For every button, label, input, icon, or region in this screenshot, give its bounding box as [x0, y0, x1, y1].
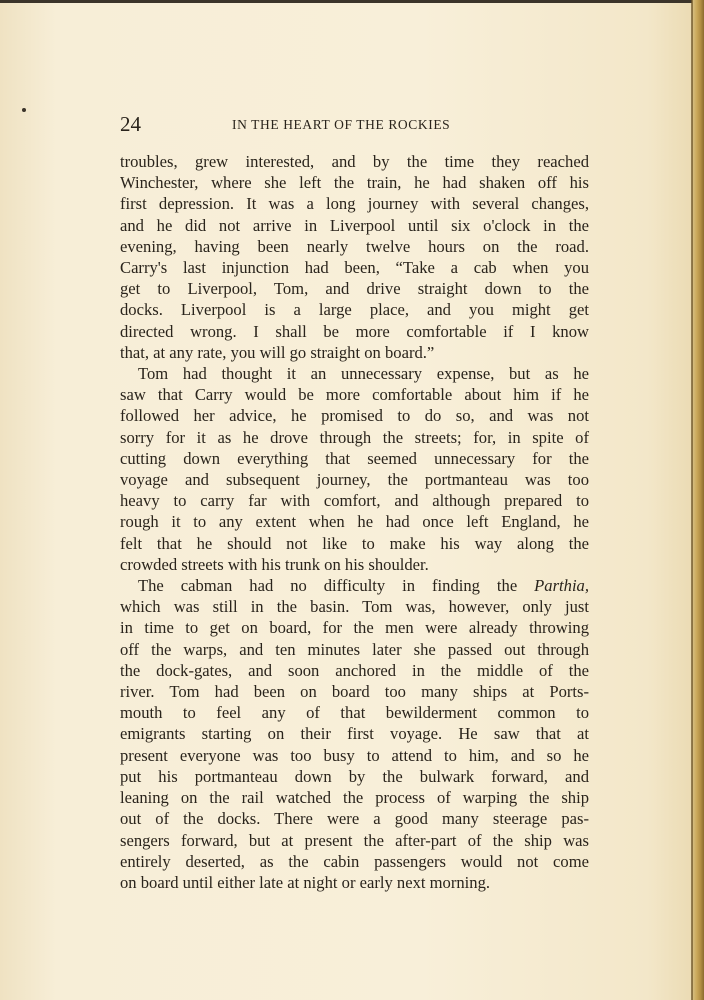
- margin-speck: [22, 108, 26, 112]
- page-header: [120, 112, 588, 136]
- text-line: first depression. It was a long journey with several changes,: [120, 194, 589, 214]
- page-gutter-line: [691, 0, 693, 1000]
- text-line: [120, 575, 589, 596]
- body-text: [120, 151, 589, 893]
- text-line: evening, having been nearly twelve hours on the road.: [120, 236, 589, 256]
- text-line: directed wrong. I shall be more comfortable if I know: [120, 321, 589, 341]
- text-line: leaning on the rail watched the process of warping the ship: [120, 788, 589, 808]
- text-line: Winchester, where she left the train, he had shaken off his: [120, 173, 589, 193]
- text-line: Carry's last injunction had been, “Take a cab when you: [120, 258, 589, 278]
- text-line: that, at any rate, you will go straight on board.”: [120, 342, 435, 362]
- text-line: rough it to any extent when he had once left England, he: [120, 512, 589, 532]
- text-line: river. Tom had been on board too many ships at Ports-: [120, 682, 589, 702]
- text-line: cutting down everything that seemed unnecessary for the: [120, 448, 589, 468]
- page-right-edge: [692, 0, 704, 1000]
- page-number: 24: [120, 112, 141, 136]
- text-line: Tom had thought it an unnecessary expense, but as he: [138, 364, 589, 384]
- text-line: mouth to feel any of that bewilderment common to: [120, 703, 589, 723]
- text-line: out of the docks. There were a good many steerage pas-: [120, 809, 589, 829]
- text-line: voyage and subsequent journey, the portmanteau was too: [120, 470, 589, 490]
- text-line: entirely deserted, as the cabin passengers would not come: [120, 851, 589, 871]
- text-line: the dock-gates, and soon anchored in the middle of the: [120, 660, 589, 680]
- text-line: sengers forward, but at present the after-part of the ship was: [120, 830, 589, 850]
- text-line: in time to get on board, for the men were already throwing: [120, 618, 589, 638]
- text-line: get to Liverpool, Tom, and drive straight down to the: [120, 279, 589, 299]
- text-line: sorry for it as he drove through the streets; for, in spite of: [120, 427, 589, 447]
- text-line: and he did not arrive in Liverpool until six o'clock in the: [120, 215, 589, 235]
- text-line: saw that Carry would be more comfortable about him if he: [120, 385, 589, 405]
- top-edge-rule: [0, 0, 704, 3]
- paragraph-2: [120, 363, 589, 575]
- text-run: The cabman had no difficulty in finding the: [138, 576, 535, 596]
- text-line: troubles, grew interested, and by the time they reached: [120, 152, 589, 171]
- text-line: emigrants starting on their first voyage. He saw that at: [120, 724, 589, 744]
- running-title: IN THE HEART OF THE ROCKIES: [232, 117, 451, 132]
- paragraph-1: [120, 151, 589, 363]
- text-line: felt that he should not like to make his way along the: [120, 533, 589, 553]
- text-line: which was still in the basin. Tom was, however, only just: [120, 597, 589, 617]
- text-line: put his portmanteau down by the bulwark forward, and: [120, 766, 589, 786]
- ship-name: Parthia,: [534, 576, 589, 596]
- text-line: off the warps, and ten minutes later she passed out through: [120, 639, 589, 659]
- text-line: on board until either late at night or early next morning.: [120, 872, 491, 892]
- text-line: present everyone was too busy to attend to him, and so he: [120, 745, 589, 765]
- text-line: docks. Liverpool is a large place, and you might get: [120, 300, 589, 320]
- text-line: crowded streets with his trunk on his shoulder.: [120, 554, 429, 574]
- paragraph-3: [120, 575, 589, 893]
- text-line: heavy to carry far with comfort, and although prepared to: [120, 491, 589, 511]
- text-line: followed her advice, he promised to do so, and was not: [120, 406, 589, 426]
